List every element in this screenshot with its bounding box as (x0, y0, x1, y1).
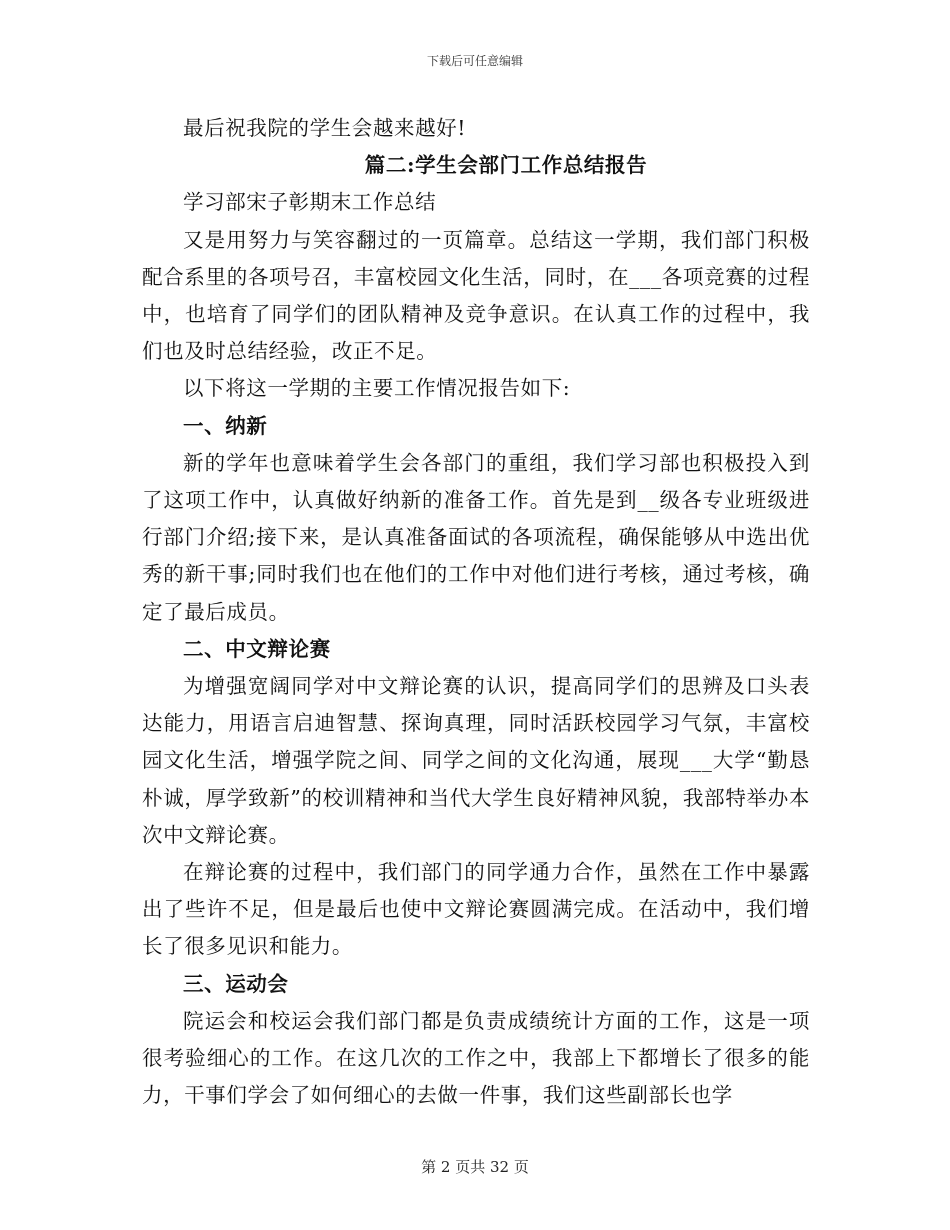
article-title: 篇二:学生会部门工作总结报告 (364, 153, 648, 178)
paragraph: 为增强宽阔同学对中文辩论赛的认识，提高同学们的思辨及口头表达能力，用语言启迪智慧、探询真理，同时活跃校园学习气氛，丰富校园文化生活，增强学院之间、同学之间的文化沟通，展现___大学“勤恳朴诚，厚学致新”的校训精神和当代大学生良好精神风貌，我部特举办本次中文辩论赛。 (142, 674, 810, 847)
paragraph: 新的学年也意味着学生会各部门的重组，我们学习部也积极投入到了这项工作中，认真做好纳新的准备工作。首先是到__级各专业班级进行部门介绍;接下来，是认真准备面试的各项流程，确保能够从中选出优秀的新干事;同时我们也在他们的工作中对他们进行考核，通过考核，确定了最后成员。 (142, 450, 810, 624)
closing-line: 最后祝我院的学生会越来越好! (183, 116, 467, 140)
section-heading-recruitment: 一、纳新 (183, 413, 268, 438)
page-footer: 第 2 页共 32 页 (421, 1158, 529, 1176)
intro-paragraph: 又是用努力与笑容翻过的一页篇章。总结这一学期，我们部门积极配合系里的各项号召，丰富校园文化生活，同时，在___各项竞赛的过程中，也培育了同学们的团队精神及竞争意识。在认真工作的过程中，我们也及时总结经验，改正不足。 (142, 227, 810, 364)
lead-paragraph: 以下将这一学期的主要工作情况报告如下: (183, 376, 571, 401)
section-heading-debate: 二、中文辩论赛 (183, 636, 331, 661)
article-subtitle: 学习部宋子彰期末工作总结 (183, 190, 437, 215)
paragraph: 在辩论赛的过程中，我们部门的同学通力合作，虽然在工作中暴露出了些许不足，但是最后也使中文辩论赛圆满完成。在活动中，我们增长了很多见识和能力。 (142, 860, 810, 959)
section-heading-sports: 三、运动会 (183, 971, 289, 996)
page-header: 下载后可任意编辑 (426, 54, 523, 68)
document-body (142, 108, 810, 1114)
paragraph: 院运会和校运会我们部门都是负责成绩统计方面的工作，这是一项很考验细心的工作。在这几次的工作之中，我部上下都增长了很多的能力，干事们学会了如何细心的去做一件事，我们这些副部长也学 (142, 1008, 810, 1108)
